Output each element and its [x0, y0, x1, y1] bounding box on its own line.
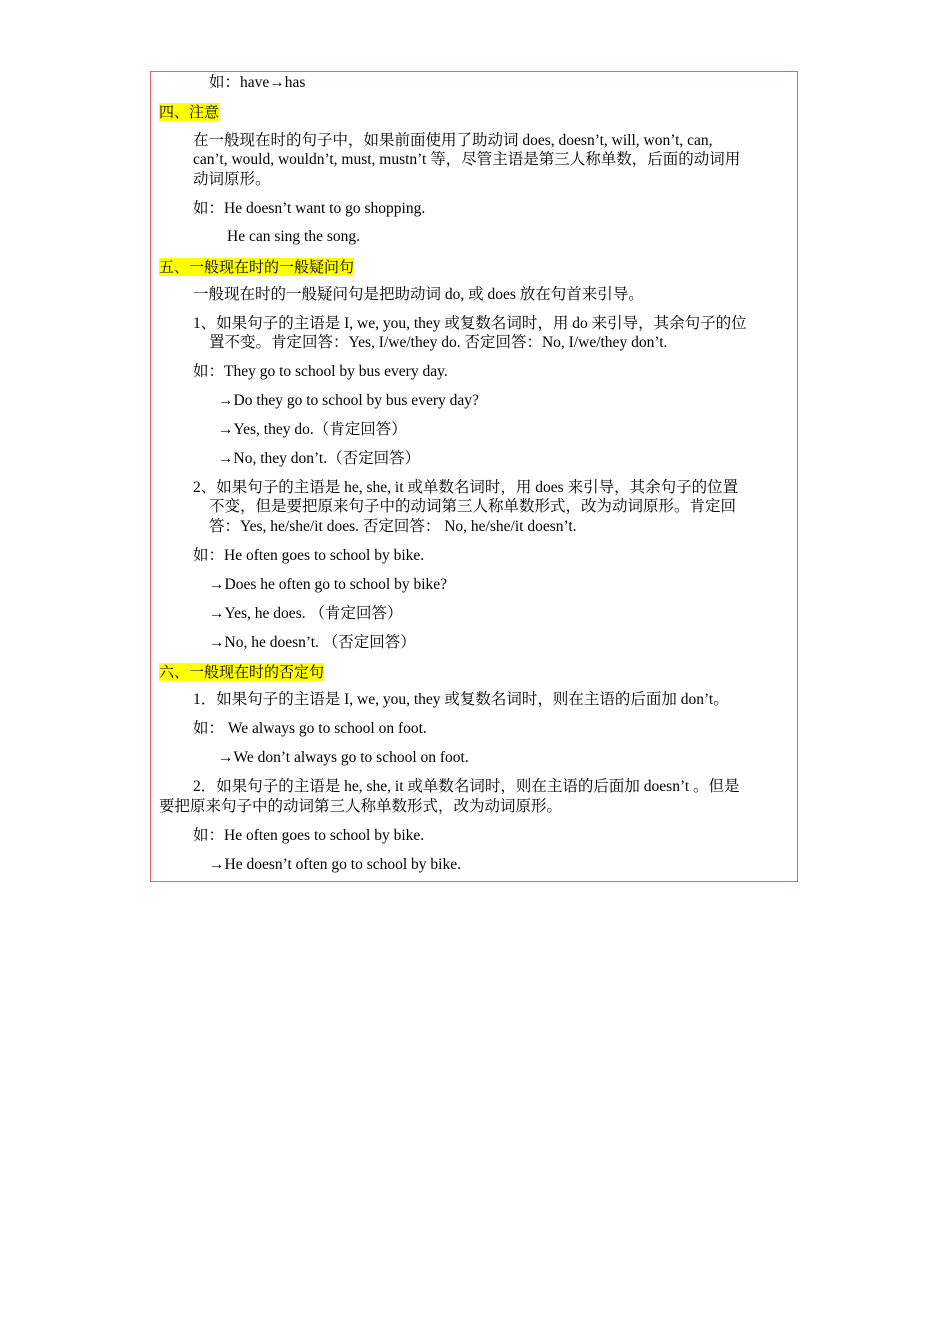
- rule-2-line-3: 答：Yes, he/she/it does. 否定回答： No, he/she/it doesn’t.: [209, 518, 577, 535]
- question-intro: 一般现在时的一般疑问句是把助动词 do, 或 does 放在句首来引导。: [193, 286, 644, 303]
- example-5-line-1: 如：They go to school by bus every day.: [193, 363, 448, 380]
- section-heading-4: [159, 102, 219, 122]
- example-5-line-3: →Yes, they do.（肯定回答）: [218, 421, 407, 438]
- example-6-line-2: →Does he often go to school by bike?: [209, 576, 448, 593]
- note-paragraph-line-3: 动词原形。: [193, 171, 271, 188]
- negative-rule-1: 1．如果句子的主语是 I, we, you, they 或复数名词时，则在主语的后面加 don’t。: [193, 691, 729, 708]
- highlight: 五、一般现在时的一般疑问句: [159, 258, 355, 276]
- example-6-line-4: →No, he doesn’t. （否定回答）: [209, 634, 416, 651]
- example-6-line-1: 如：He often goes to school by bike.: [193, 547, 425, 564]
- note-paragraph-line-2: can’t, would, wouldn’t, must, mustn’t 等，尽管主语是第三人称单数，后面的动词用: [193, 151, 741, 168]
- example-8-line-1: 如：He often goes to school by bike.: [193, 827, 425, 844]
- example-5-line-4: →No, they don’t.（否定回答）: [218, 450, 421, 467]
- highlight: 六、一般现在时的否定句: [159, 663, 325, 681]
- negative-rule-2-line-1: 2．如果句子的主语是 he, she, it 或单数名词时，则在主语的后面加 doesn’t 。但是: [193, 778, 740, 795]
- example-4-line-2: He can sing the song.: [227, 228, 361, 245]
- rule-2-line-1: 2、如果句子的主语是 he, she, it 或单数名词时，用 does 来引导，其余句子的位置: [193, 479, 739, 496]
- rule-1-line-2: 置不变。肯定回答：Yes, I/we/they do. 否定回答：No, I/we/they don’t.: [209, 334, 668, 351]
- example-5-line-2: →Do they go to school by bus every day?: [218, 392, 479, 409]
- negative-rule-2-line-2: 要把原来句子中的动词第三人称单数形式，改为动词原形。: [159, 798, 563, 815]
- example-8-line-2: →He doesn’t often go to school by bike.: [209, 856, 461, 873]
- section-heading-5: [159, 257, 354, 277]
- example-6-line-3: →Yes, he does. （肯定回答）: [209, 605, 403, 622]
- example-4-line-1: 如：He doesn’t want to go shopping.: [193, 200, 426, 217]
- example-7-line-1: 如： We always go to school on foot.: [193, 720, 427, 737]
- highlight: 四、注意: [159, 103, 220, 121]
- example-7-line-2: →We don’t always go to school on foot.: [218, 749, 469, 766]
- example-have-has: 如：have→has: [209, 74, 306, 91]
- rule-2-line-2: 不变，但是要把原来句子中的动词第三人称单数形式，改为动词原形。肯定回: [209, 498, 737, 515]
- note-paragraph-line-1: 在一般现在时的句子中，如果前面使用了助动词 does, doesn’t, will, won’t, can,: [193, 132, 713, 149]
- rule-1-line-1: 1、如果句子的主语是 I, we, you, they 或复数名词时，用 do 来引导，其余句子的位: [193, 315, 747, 332]
- section-heading-6: [159, 662, 324, 682]
